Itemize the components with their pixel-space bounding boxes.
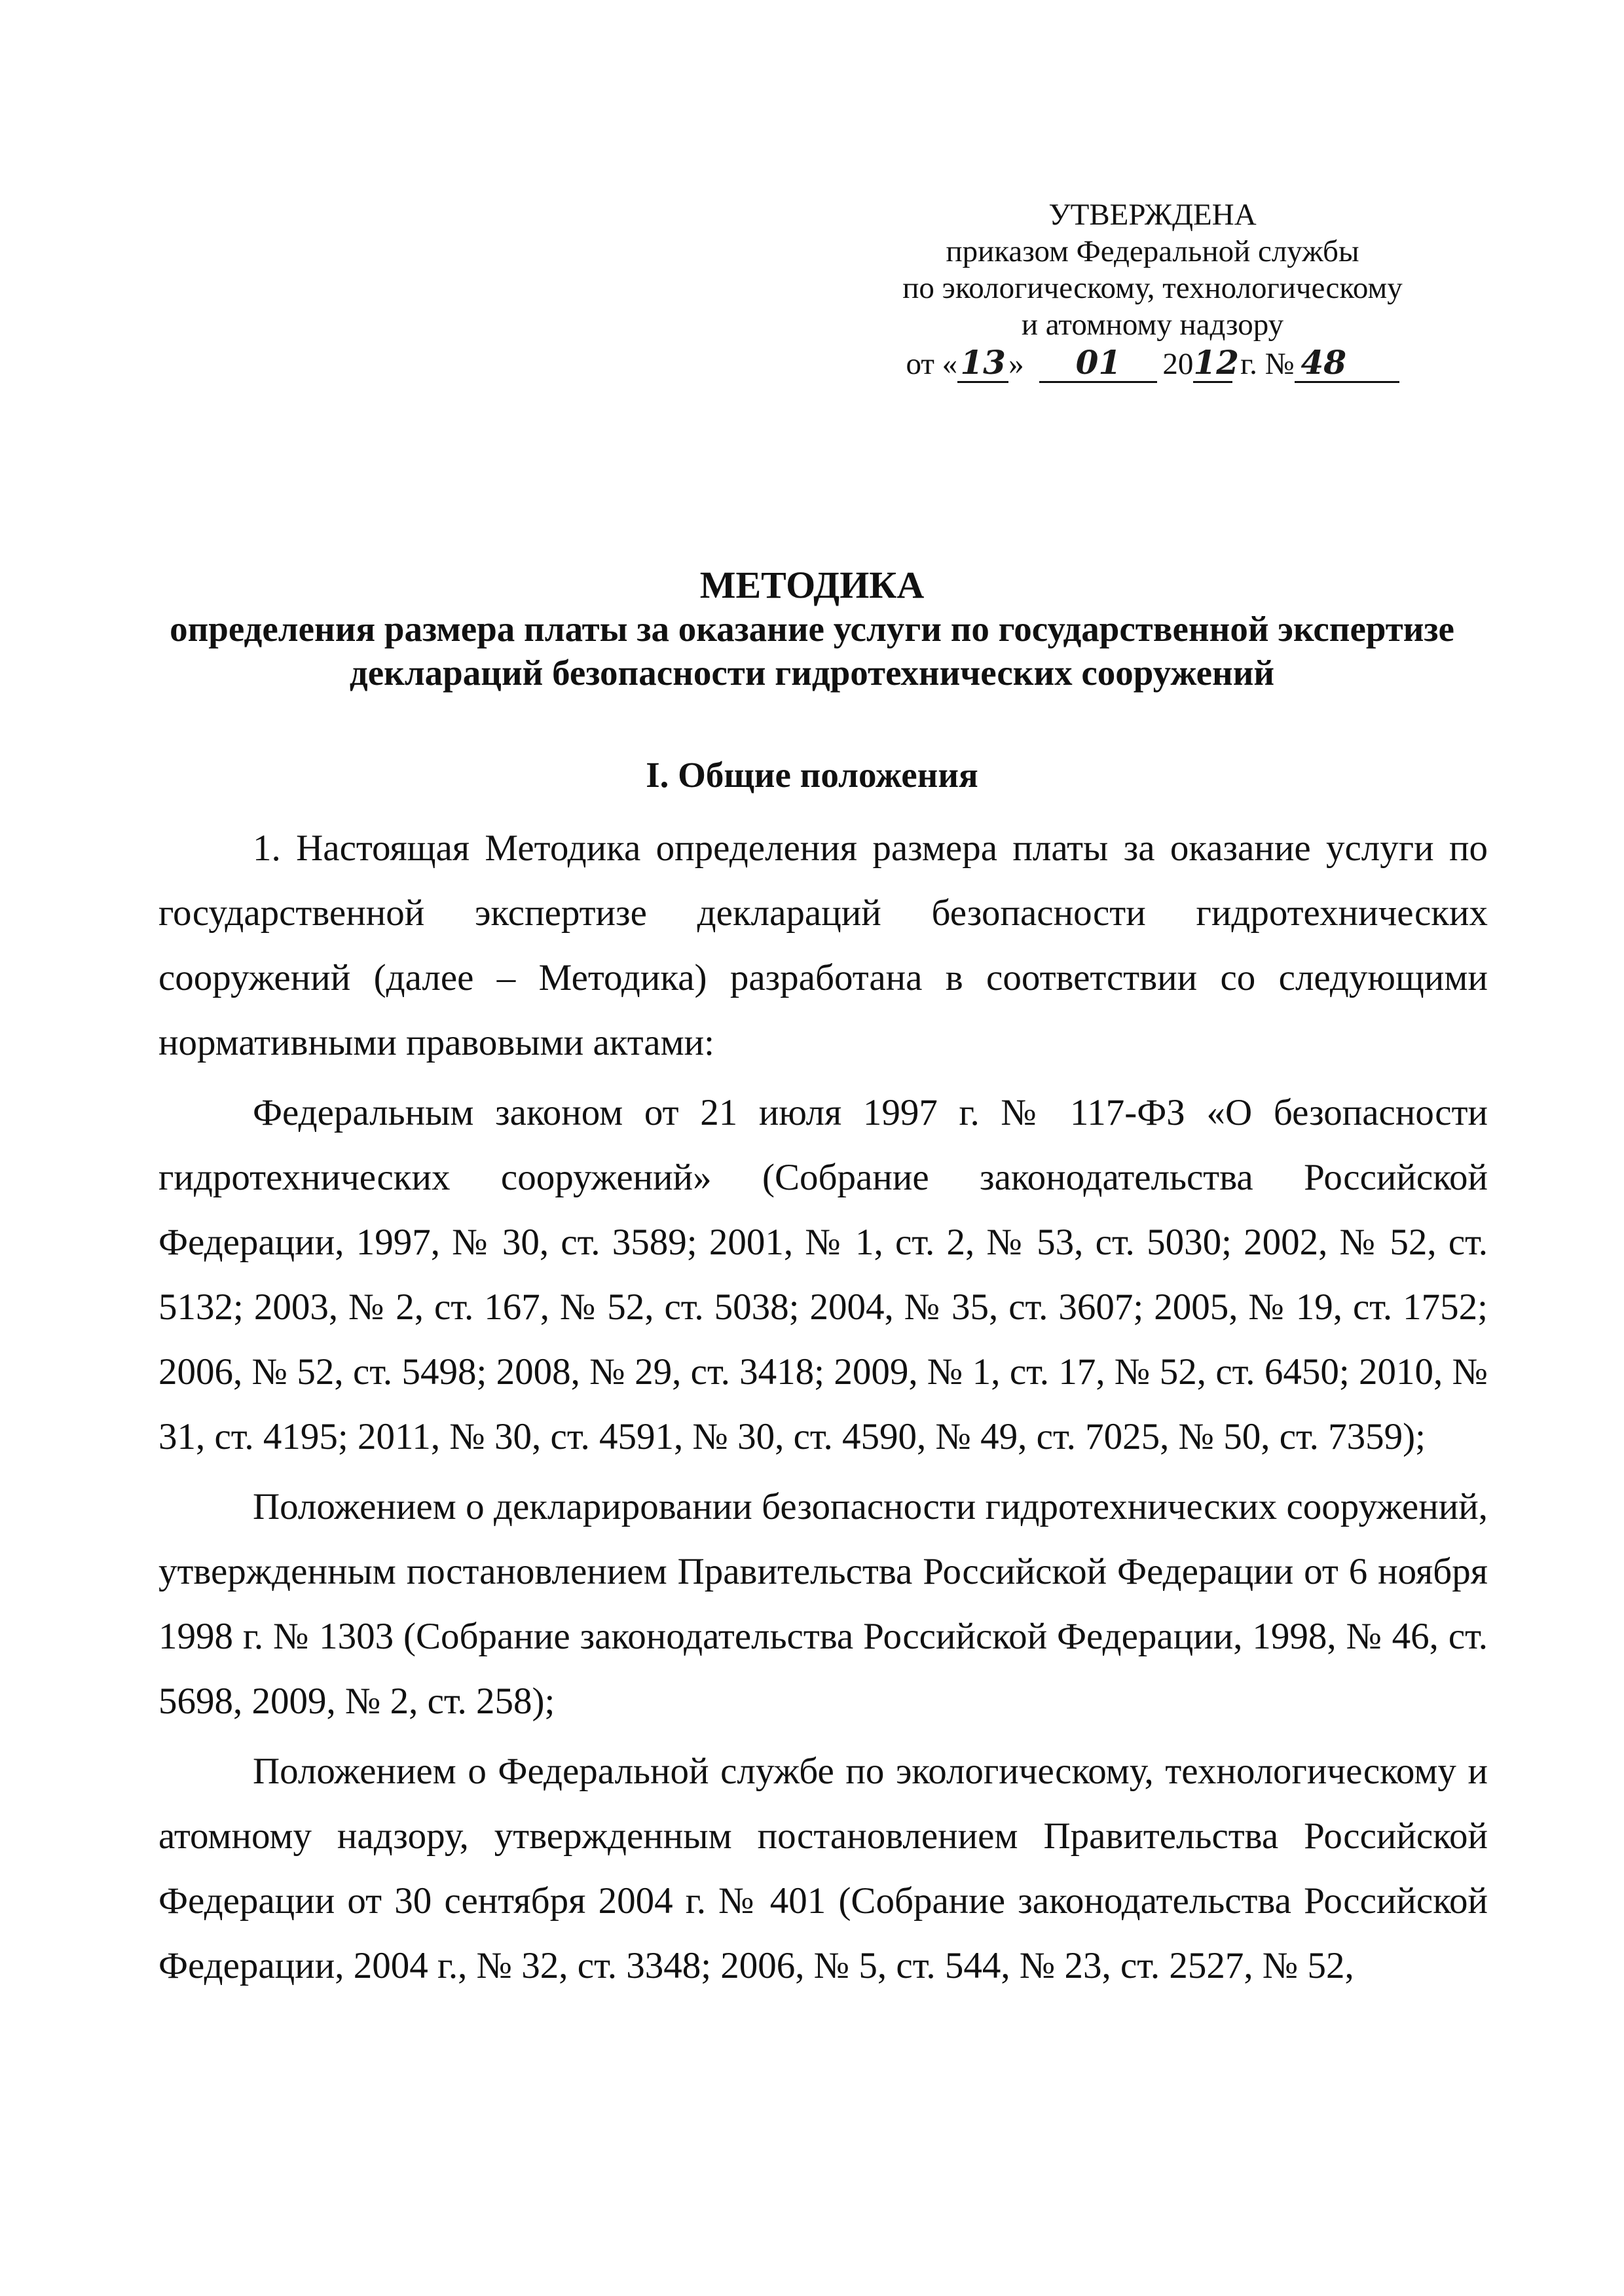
- approval-line-3: и атомному надзору: [1021, 308, 1284, 342]
- date-prefix: от «: [906, 347, 958, 381]
- title-line-2: деклараций безопасности гидротехнических сооружений: [349, 653, 1275, 693]
- paragraph: 1. Настоящая Методика определения размера платы за оказание услуги по государственной экспертизе деклараций безопасности гидротехнических сооружений (далее – Методика) разработана в соответствии со следующими нормативными правовыми актами:: [158, 828, 1488, 1063]
- approval-line-2: по экологическому, технологическому: [902, 271, 1403, 305]
- handwritten-day: 13: [957, 344, 1008, 383]
- title-main: МЕТОДИКА: [699, 564, 925, 606]
- approval-heading: УТВЕРЖДЕНА: [1048, 198, 1257, 232]
- year-prefix: 20: [1162, 347, 1194, 381]
- document-title: [131, 563, 1493, 695]
- paragraph: Положением о декларировании безопасности гидротехнических сооружений, утвержденным постановлением Правительства Российской Федерации от 6 ноября 1998 г. № 1303 (Собрание законодательства Российской Федерации, 1998, № 46, ст. 5698, 2009, № 2, ст. 258);: [158, 1486, 1488, 1722]
- date-mid: »: [1008, 347, 1024, 381]
- handwritten-number: 48: [1295, 344, 1399, 383]
- document-body: [158, 816, 1488, 1998]
- approval-date-line: [858, 344, 1447, 386]
- approval-line-1: приказом Федеральной службы: [946, 234, 1359, 268]
- title-line-1: определения размера платы за оказание услуги по государственной экспертизе: [170, 609, 1454, 649]
- paragraph: Положением о Федеральной службе по экологическому, технологическому и атомному надзору, утвержденным постановлением Правительства Российской Федерации от 30 сентября 2004 г. № 401 (Собрание законодательства Российской Федерации, 2004 г., № 32, ст. 3348; 2006, № 5, ст. 544, № 23, ст. 2527, № 52,: [158, 1751, 1488, 1986]
- handwritten-month: 01: [1039, 344, 1157, 383]
- paragraph: Федеральным законом от 21 июля 1997 г. № 117-ФЗ «О безопасности гидротехнических сооружений» (Собрание законодательства Российской Федерации, 1997, № 30, ст. 3589; 2001, № 1, ст. 2, № 53, ст. 5030; 2002, № 52, ст. 5132; 2003, № 2, ст. 167, № 52, ст. 5038; 2004, № 35, ст. 3607; 2005, № 19, ст. 1752; 2006, № 52, ст. 5498; 2008, № 29, ст. 3418; 2009, № 1, ст. 17, № 52, ст. 6450; 2010, № 31, ст. 4195; 2011, № 30, ст. 4591, № 30, ст. 4590, № 49, ст. 7025, № 50, ст. 7359);: [158, 1092, 1488, 1457]
- section-heading: I. Общие положения: [646, 755, 978, 795]
- number-prefix: г. №: [1240, 347, 1295, 381]
- handwritten-year: 12: [1193, 343, 1240, 382]
- approval-block: [858, 196, 1447, 386]
